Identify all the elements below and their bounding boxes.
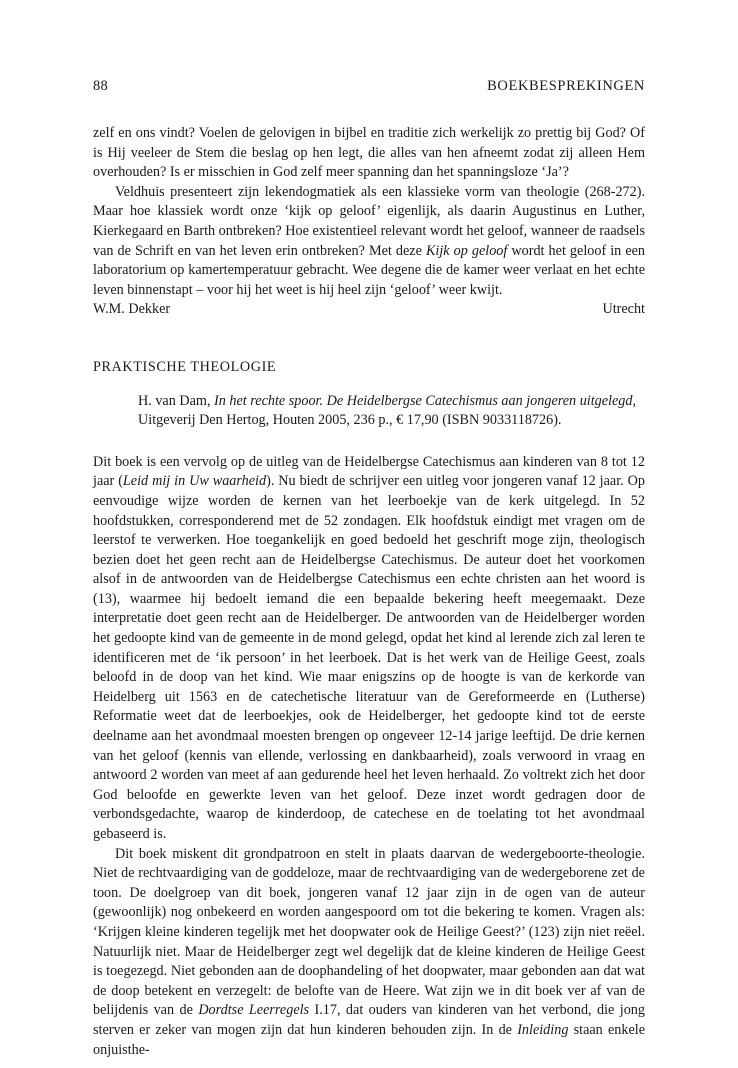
document-page: [93, 78, 645, 1060]
reviewer-location: Utrecht: [602, 301, 645, 318]
running-head: [93, 78, 645, 100]
review-body: [93, 453, 645, 1060]
book-details: , Uitgeverij Den Hertog, Houten 2005, 236 p., € 17,90 (ISBN 9033118726).: [138, 392, 637, 429]
book-title: In het rechte spoor. De Heidelbergse Catechismus aan jongeren uitgelegd: [214, 392, 633, 409]
text-run: staan enkele onjuisthe-: [93, 1021, 646, 1058]
running-title: BOEKBESPREKINGEN: [487, 78, 645, 94]
page-number: 88: [93, 78, 108, 94]
reviewer-name: W.M. Dekker: [93, 301, 171, 318]
text-run: wordt het geloof in een laboratorium op kamertemperatuur gebracht. Wee degene die de kamer weer verlaat en het echte leven binnenstapt – voor hij het weet is hij heel zijn ‘geloof’ weer kwijt.: [93, 242, 646, 298]
review-signature: [93, 300, 645, 320]
text-run: ). Nu biedt de schrijver een uitleg voor jongeren vanaf 12 jaar. Op eenvoudige wijze worden de kernen van het leerboekje van de kerk uitgelegd. In 52 hoofdstukken, corresponderend met de 52 zondagen. Elk hoofdstuk eindigt met vragen om de leerstof te verwerken. Hoe toegankelijk en goed bedoeld het geschrift moge zijn, theologisch bezien doet het geen recht aan de Heidelbergse Catechismus. De auteur doet het voorkomen alsof in de antwoorden van de Heidelbergse Catechismus een echte christen aan het woord is (13), waarmee hij bedoelt iemand die een bepaalde bekering heeft meegemaakt. Deze interpretatie doet geen recht aan de Heidelberger. De antwoorden van de Heidelberger worden het gedoopte kind van de gemeente in de mond gelegd, opdat het kind al lerende zich zal leren te identificeren met de ‘ik persoon’ in het leerboek. Dat is het werk van de Heilige Geest, zoals beloofd in de doop van het kind. Wie maar enigszins op de hoogte is van de kerkorde van Heidelberg uit 1563 en de catechetische literatuur van de Gereformeerde en (Lutherse) Reformatie weet dat de leerboekjes, ook de Heidelberger, het gedoopte kind tot de eerste deelname aan het avondmaal moesten brengen op ongeveer 12-14 jarige leeftijd. De drie kernen van het geloof (kennis van ellende, verlossing en dankbaarheid), zoals verwoord in vraag en antwoord 2 worden van meet af aan gedurende heel het leven herhaald. Zo voltrekt zich het door God beloofde en gewerkte leven van het geloof. Deze inzet wordt gedragen door de verbondsgedachte, waarop de kinderdoop, de catechese en de toelating tot het avondmaal gebaseerd is.: [93, 473, 645, 842]
paragraph: [93, 183, 645, 301]
text-run: Dit boek is een vervolg op de uitleg van de Heidelbergse Catechismus aan kinderen van 8 tot 12 jaar (: [93, 453, 645, 490]
italic-book-title: Leid mij in Uw waarheid: [122, 473, 267, 490]
text-run: ,: [206, 392, 215, 409]
italic-book-title: Kijk op geloof: [425, 242, 508, 259]
text-run: Dit boek miskent dit grondpatroon en stelt in plaats daarvan de wedergeboorte-theologie. Niet de rechtvaardiging van de goddeloze, maar de rechtvaardiging van de wedergeborene zet de toon. De doelgroep van dit boek, jongeren vanaf 12 jaar zijn in de ogen van de auteur (gewoonlijk) nog onbekeerd en worden aangespoord om tot die bekering te komen. Vragen als: ‘Krijgen kleine kinderen tegelijk met het doopwater ook de Heilige Geest?’ (123) zijn niet reëel. Natuurlijk niet. Maar de Heidelberger zegt wel degelijk dat de kleine kinderen de Heilige Geest is toegezegd. Niet gebonden aan de doophandeling of het doopwater, maar gebonden aan dat wat de doop betekent en verzegelt: de belofte van de Heere. Wat zijn we in dit boek ver af van de belijdenis van de: [93, 845, 645, 1019]
paragraph: [93, 453, 645, 845]
paragraph: [93, 845, 645, 1061]
book-author: H. van Dam: [138, 392, 207, 409]
text-run: Veldhuis presenteert zijn lekendogmatiek als een klassieke vorm van theologie (268-272). Maar hoe klassiek wordt onze ‘kijk op geloof’ eigenlijk, als daarin Augustinus en Luther, Kierkegaard en Barth ontbreken? Hoe existentieel relevant wordt het geloof, wanneer de raadsels van de Schrift en van het leven erin ontbreken? Met deze: [93, 183, 645, 259]
italic-reference: Inleiding: [517, 1021, 569, 1038]
review-continuation: [93, 124, 645, 300]
text-run: I.17, dat ouders van kinderen van het verbond, die jong sterven er zeker van mogen zijn dat hun kinderen behouden zijn. In de: [93, 1002, 645, 1038]
section-heading: PRAKTISCHE THEOLOGIE: [93, 358, 277, 375]
italic-reference: Dordtse Leerregels: [198, 1002, 310, 1019]
paragraph: zelf en ons vindt? Voelen de gelovigen in bijbel en traditie zich werkelijk zo prettig bij God? Of is Hij veeleer de Stem die beslag op hen legt, die alles van hen afneemt zodat zij alleen Hem overhouden? Is er misschien in God zelf meer spanning dan het spanningsloze ‘Ja’?: [93, 125, 645, 181]
book-reference: [93, 392, 645, 431]
